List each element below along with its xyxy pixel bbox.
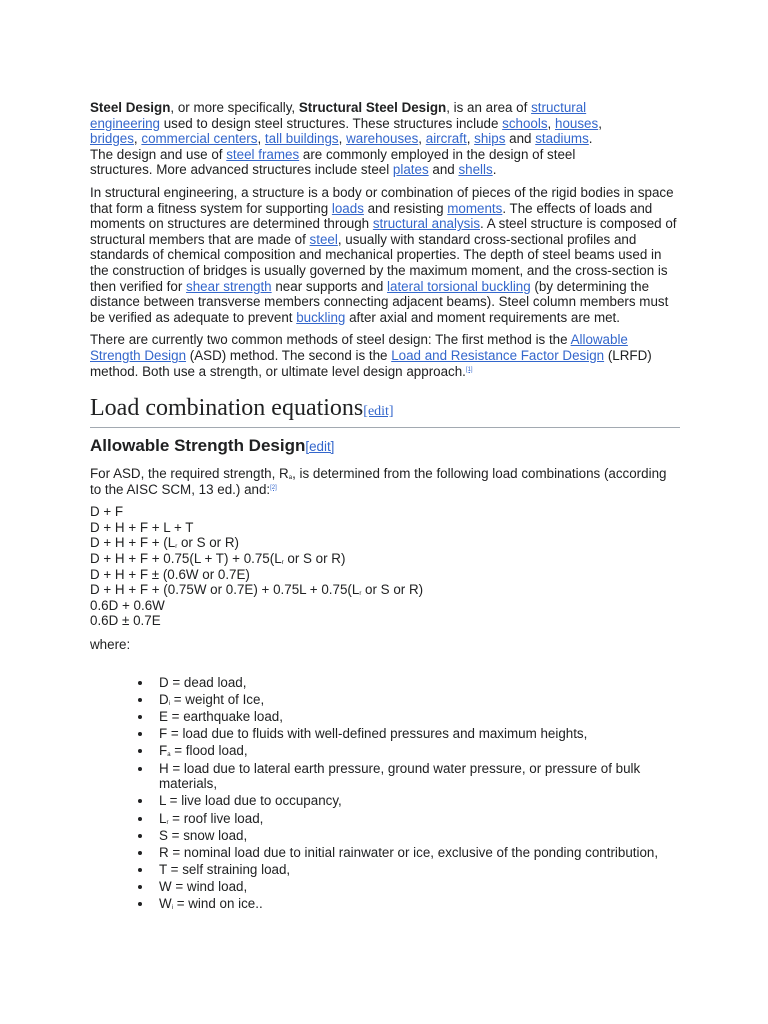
link-loads[interactable]: loads — [331, 200, 364, 216]
link-steel-frames[interactable]: steel frames — [226, 146, 300, 162]
intro-paragraph-3: There are currently two common methods of steel design: The first method is the Allowable Strength Design (ASD) method. The second is the Load and Resistance Factor Design (LRFD) method. Both use a strength, or ultimate level design approach.[1] — [90, 332, 652, 379]
link-structural-analysis[interactable]: structural analysis — [372, 216, 481, 232]
link-structural-engineering[interactable]: structural engineering — [90, 100, 587, 131]
equation-3: $D + H + F + (L_r$ or S or R) — [90, 535, 239, 551]
link-lrfd[interactable]: Load and Resistance Factor Design — [391, 347, 605, 363]
edit-link-subsection[interactable]: [edit] — [305, 439, 335, 455]
link-shells[interactable]: shells — [458, 162, 493, 178]
definition-di: $D_i$ = weight of Ice, — [159, 692, 659, 708]
edit-link-section[interactable]: [edit] — [363, 404, 394, 420]
link-buckling[interactable]: buckling — [296, 309, 346, 325]
link-bridges[interactable]: bridges — [90, 131, 134, 147]
load-combination-equations — [90, 504, 680, 629]
intro-paragraph-1: Steel Design, or more specifically, Structural Steel Design, is an area of structural engineering used to design steel structures. These structures include schools, houses, bridges, commercial centers, tall buildings, warehouses, aircraft, ships and stadiums. The design and use of steel frames are commonly employed in the design of steel structures. More advanced structures include steel plates and shells. — [90, 100, 602, 178]
definition-h: H = load due to lateral earth pressure, ground water pressure, or pressure of bulk materials, — [159, 761, 659, 792]
subsection-heading-asd: Allowable Strength Design[edit] — [90, 436, 335, 456]
equation-6: D + H + F + (0.75W or $0.7E) + 0.75L + 0.75(L_r$ or S or R) — [90, 582, 424, 598]
definition-f: F = load due to fluids with well-defined pressures and maximum heights, — [159, 726, 659, 742]
article-content — [90, 100, 680, 914]
link-houses[interactable]: houses — [555, 115, 599, 131]
term-steel-design: Steel Design — [90, 100, 171, 115]
link-allowable-strength-design[interactable]: Allowable Strength Design — [90, 332, 628, 363]
asd-intro: For ASD, the required strength, $R_a$, is determined from the following load combinations (according to the AISC SCM, 13 ed.) and:[2] — [90, 466, 667, 497]
term-structural-steel-design: Structural Steel Design — [298, 100, 447, 115]
section-heading-load-combination: Load combination equations[edit] — [90, 395, 680, 428]
load-definitions-list — [90, 675, 680, 912]
equation-4: $D + H + F + 0.75(L + T) + 0.75(L_r$ or S or R) — [90, 551, 346, 567]
equation-8: 0.6D ± 0.7E — [90, 613, 161, 629]
link-stadiums[interactable]: stadiums — [535, 131, 589, 147]
definition-r: R = nominal load due to initial rainwater or ice, exclusive of the ponding contribution, — [159, 844, 659, 860]
link-commercial-centers[interactable]: commercial centers — [141, 131, 258, 147]
link-warehouses[interactable]: warehouses — [346, 131, 419, 147]
definition-lr: $L_r$ = roof live load, — [159, 811, 659, 827]
link-schools[interactable]: schools — [502, 115, 548, 131]
definition-l: L = live load due to occupancy, — [159, 793, 659, 809]
link-plates[interactable]: plates — [392, 162, 429, 178]
reference-2[interactable]: [2] — [270, 484, 277, 491]
link-tall-buildings[interactable]: tall buildings — [264, 131, 339, 147]
equation-5: D + H + F ± (0.6W or 0.7E) — [90, 566, 250, 582]
definition-wi: $W_i$ = wind on ice.. — [159, 896, 659, 912]
where-label: where: — [90, 637, 131, 653]
equation-1: D + F — [90, 504, 124, 520]
definition-w: W = wind load, — [159, 879, 659, 895]
definition-e: E = earthquake load, — [159, 709, 659, 725]
definition-fa: $F_a$ = flood load, — [159, 743, 659, 759]
reference-1[interactable]: [1] — [465, 366, 473, 373]
definition-t: T = self straining load, — [159, 862, 659, 878]
link-shear-strength[interactable]: shear strength — [186, 278, 272, 294]
link-moments[interactable]: moments — [447, 200, 503, 216]
equation-2: D + H + F + L + T — [90, 519, 194, 535]
intro-paragraph-2: In structural engineering, a structure is a body or combination of pieces of the rigid bodies in space that form a fitness system for supporting loads and resisting moments. The effects of loads and moments on structures are determined through structural analysis. A steel structure is composed of structural members that are made of steel, usually with standard cross-sectional profiles and standards of chemical composition and mechanical properties. The depth of steel beams used in the construction of bridges is usually governed by the maximum moment, and the cross-section is then verified for shear strength near supports and lateral torsional buckling (by determining the distance between transverse members connecting adjacent beams). Steel column members must be verified as adequate to prevent buckling after axial and moment requirements are met. — [90, 184, 677, 325]
definition-s: S = snow load, — [159, 828, 659, 844]
link-ships[interactable]: ships — [474, 131, 506, 147]
link-aircraft[interactable]: aircraft — [425, 131, 467, 147]
link-steel[interactable]: steel — [309, 231, 338, 247]
link-lateral-torsional-buckling[interactable]: lateral torsional buckling — [387, 278, 531, 294]
definition-d: D = dead load, — [159, 675, 659, 691]
equation-7: 0.6D + 0.6W — [90, 597, 165, 613]
